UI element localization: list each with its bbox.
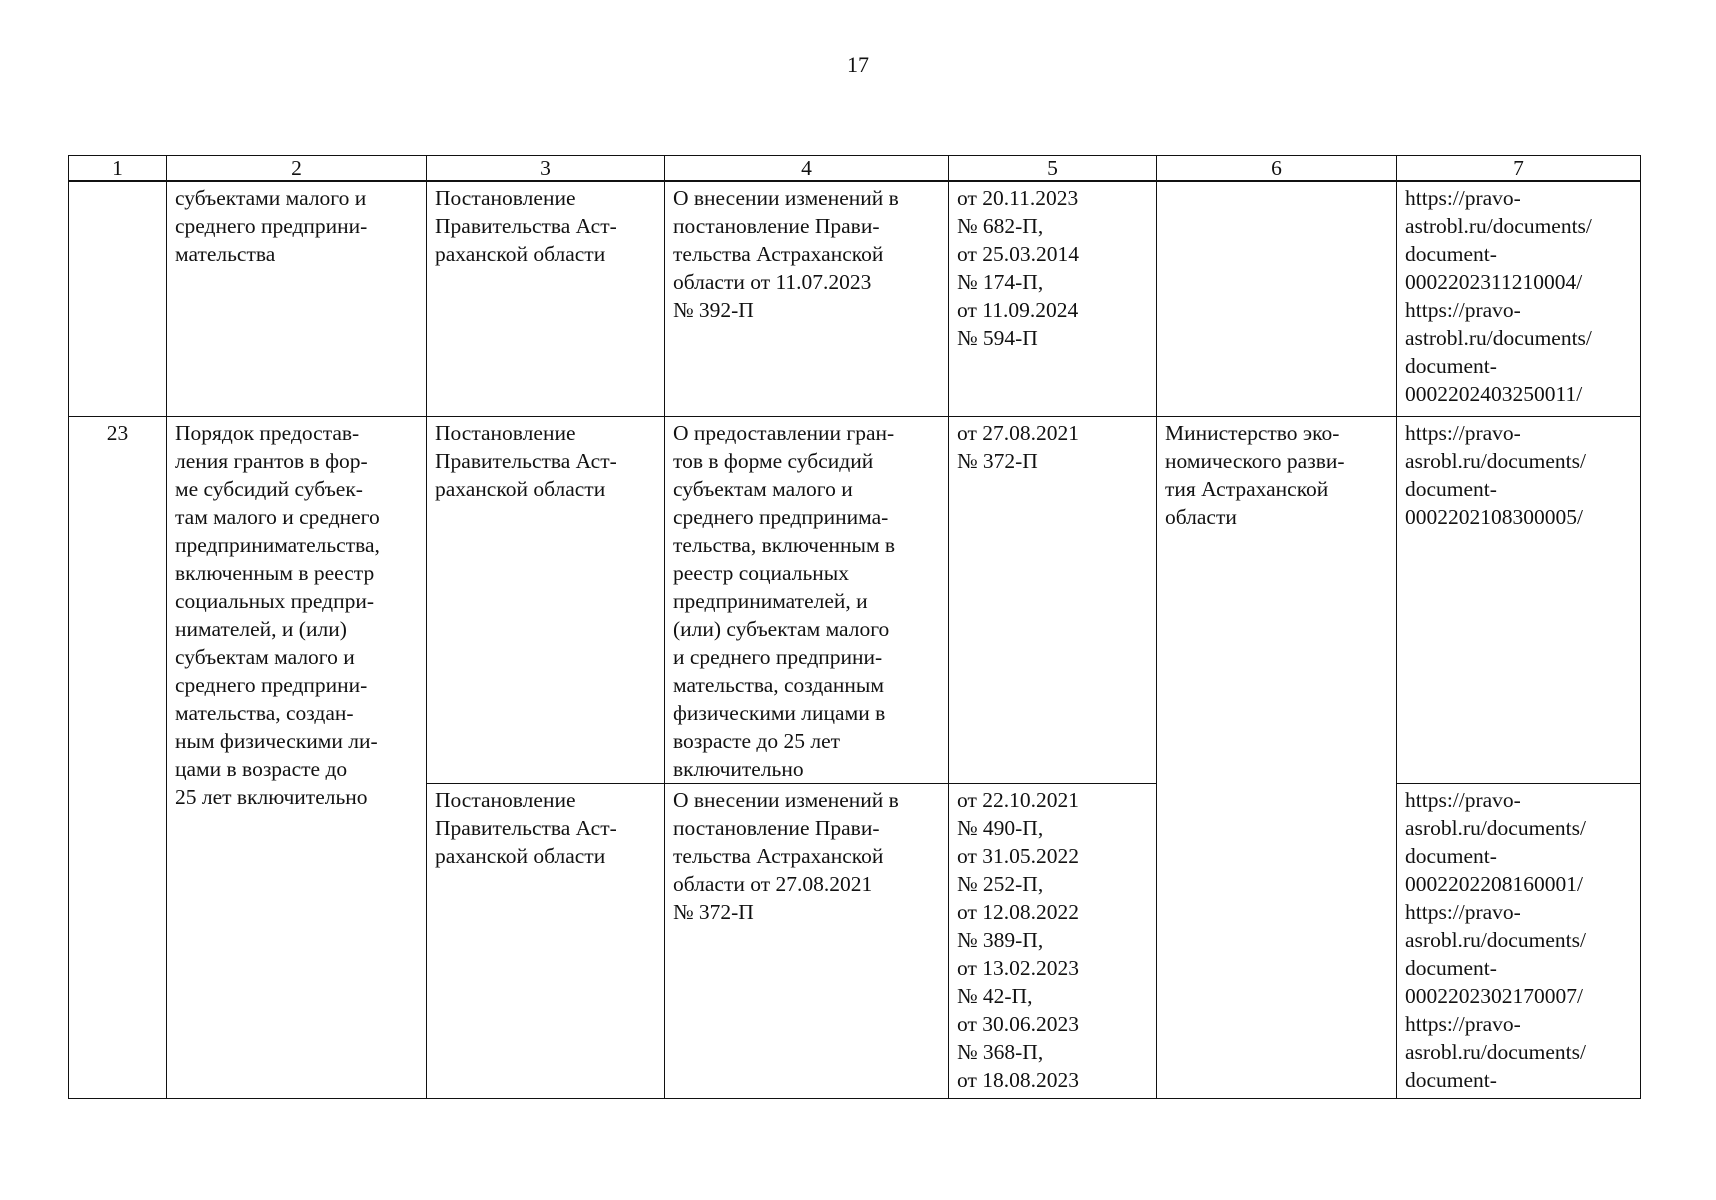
links-cell: https://pravo- asrobl.ru/documents/ document- 0002202208160001/ https://pravo- asrobl.ru/documents/ document- 0002202302170007/ https://pravo- asrobl.ru/documents/ document- <box>1397 784 1641 1099</box>
column-number: 1 <box>69 156 167 182</box>
act-title-cell: О внесении изменений в постановление Прави- тельства Астраханской области от 27.08.2021 № 372-П <box>665 784 949 1099</box>
act-dates-cell: от 27.08.2021 № 372-П <box>949 417 1157 784</box>
column-number: 5 <box>949 156 1157 182</box>
act-dates-cell: от 22.10.2021 № 490-П, от 31.05.2022 № 252-П, от 12.08.2022 № 389-П, от 13.02.2023 № 42-П, от 30.06.2023 № 368-П, от 18.08.2023 <box>949 784 1157 1099</box>
column-number: 6 <box>1157 156 1397 182</box>
column-number: 2 <box>167 156 427 182</box>
act-type-cell: Постановление Правительства Аст- раханской области <box>427 784 665 1099</box>
act-title-cell: О внесении изменений в постановление Прави- тельства Астраханской области от 11.07.2023 № 392-П <box>665 181 949 417</box>
table-row-23 <box>69 417 1641 784</box>
act-dates-cell: от 20.11.2023 № 682-П, от 25.03.2014 № 174-П, от 11.09.2024 № 594-П <box>949 181 1157 417</box>
column-number-row <box>69 156 1641 182</box>
table-row-continued <box>69 181 1641 417</box>
links-cell: https://pravo- asrobl.ru/documents/ document- 0002202108300005/ <box>1397 417 1641 784</box>
row-number-cell: 23 <box>69 417 167 1099</box>
ministry-cell: Министерство эко- номического разви- тия Астраханской области <box>1157 417 1397 1099</box>
column-number: 4 <box>665 156 949 182</box>
row-number-cell <box>69 181 167 417</box>
links-cell: https://pravo- astrobl.ru/documents/ document- 0002202311210004/ https://pravo- astrobl.ru/documents/ document- 0002202403250011/ <box>1397 181 1641 417</box>
act-type-cell: Постановление Правительства Аст- раханской области <box>427 417 665 784</box>
page-number: 17 <box>847 52 869 77</box>
program-name-cell: Порядок предостав- ления грантов в фор- ме субсидий субъек- там малого и среднего предпринимательства, включенным в реестр социальных предпри- нимателей, и (или) субъектам малого и среднего предприни- мательства, создан- ным физическими ли- цами в возрасте до 25 лет включительно <box>167 417 427 1099</box>
act-type-cell: Постановление Правительства Аст- раханской области <box>427 181 665 417</box>
program-name-cell: субъектами малого и среднего предприни- мательства <box>167 181 427 417</box>
ministry-cell <box>1157 181 1397 417</box>
column-number: 3 <box>427 156 665 182</box>
column-number: 7 <box>1397 156 1641 182</box>
act-title-cell: О предоставлении гран- тов в форме субсидий субъектам малого и среднего предпринима- тельства, включенным в реестр социальных предпринимателей, и (или) субъектам малого и среднего предприни- мательства, созданным физическими лицами в возрасте до 25 лет включительно <box>665 417 949 784</box>
registry-table <box>68 155 1641 1099</box>
